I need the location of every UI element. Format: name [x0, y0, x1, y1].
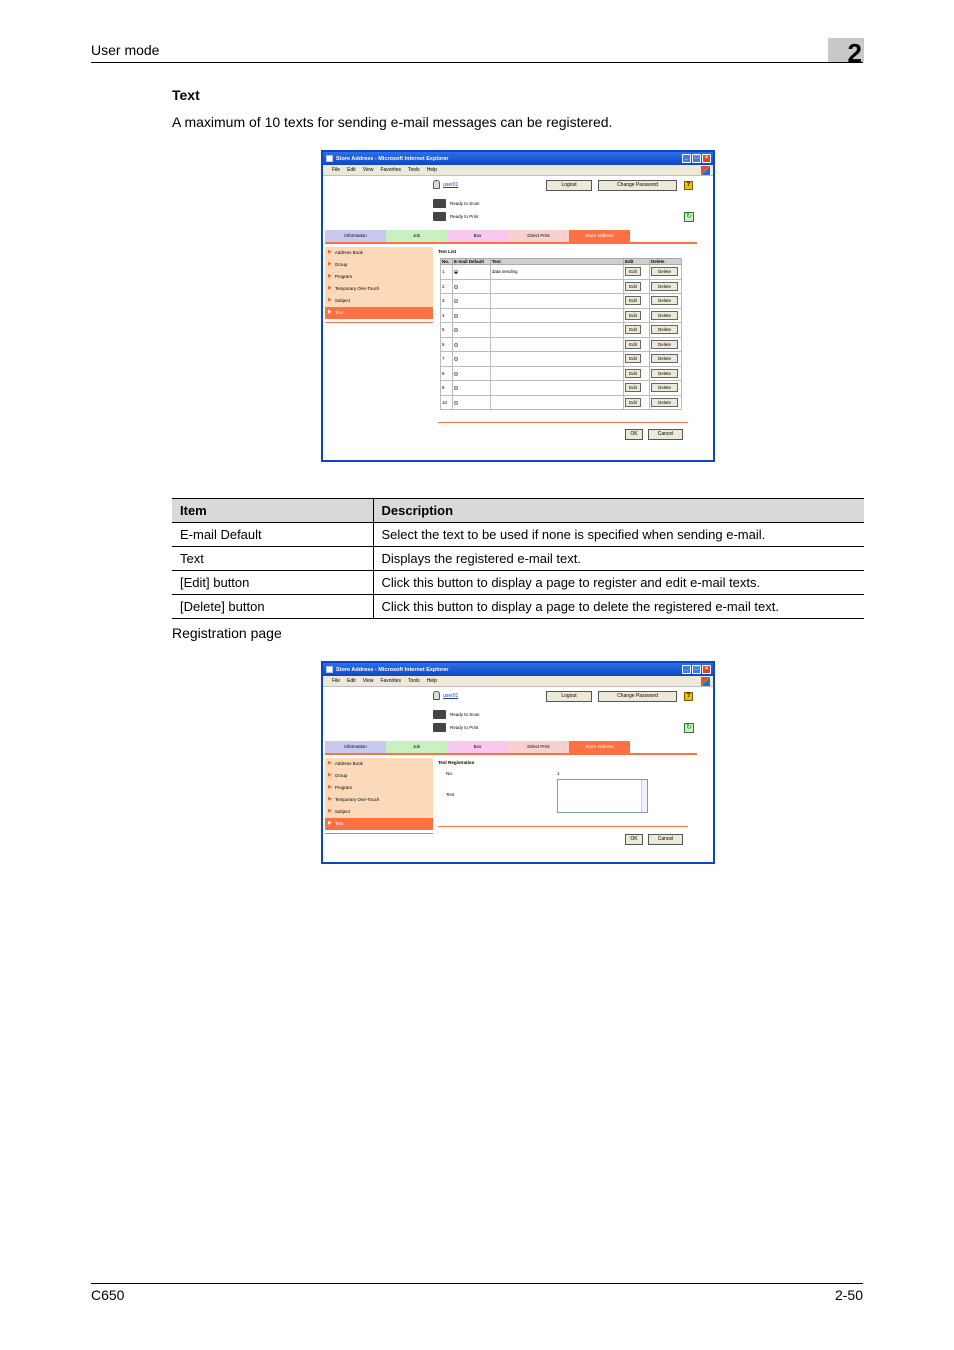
window-titlebar [323, 152, 713, 165]
tab-box[interactable]: Box [447, 230, 508, 242]
menu-item[interactable]: File [332, 167, 341, 173]
menu-item[interactable]: File [332, 678, 341, 684]
description-cell: Displays the registered e-mail text. [373, 547, 864, 571]
email-default-radio[interactable] [454, 343, 458, 347]
table-row [172, 595, 864, 619]
scan-status-text: Ready to Scan [450, 201, 480, 206]
edit-cell [624, 337, 650, 352]
text-list-title: Text List [438, 249, 457, 254]
edit-button[interactable]: Edit [625, 354, 641, 363]
edit-cell [624, 381, 650, 396]
menu-item[interactable]: Edit [347, 678, 356, 684]
sidebar-item-label: Subject [334, 298, 350, 303]
sidebar-item-text[interactable] [325, 818, 433, 830]
menu-item[interactable]: View [362, 167, 374, 173]
scanner-icon [433, 199, 446, 208]
refresh-icon[interactable]: ↻ [684, 212, 694, 222]
page-header-title: User mode [91, 42, 160, 58]
text-cell [490, 323, 623, 338]
email-default-radio[interactable] [454, 386, 458, 390]
sidebar-item-temporary-one-touch[interactable] [325, 283, 433, 295]
text-cell [490, 308, 623, 323]
delete-button[interactable]: Delete [651, 398, 678, 407]
tab-store-address[interactable]: Store Address [569, 741, 630, 753]
maximize-icon[interactable]: □ [692, 154, 701, 163]
arrow-icon: ▶ [328, 309, 332, 315]
column-header-item: Item [172, 499, 373, 523]
tab-bar [325, 230, 630, 242]
edit-button[interactable]: Edit [625, 325, 641, 334]
menu-bar [323, 676, 713, 687]
sidebar [325, 247, 433, 323]
menu-item[interactable]: View [362, 678, 374, 684]
sidebar-item-text[interactable] [325, 307, 433, 319]
scan-status [433, 199, 480, 208]
default-cell [452, 337, 490, 352]
tab-information[interactable]: Information [325, 741, 386, 753]
sidebar-item-label: Group [334, 262, 348, 267]
description-cell: Click this button to display a page to register and edit e-mail texts. [373, 571, 864, 595]
text-input[interactable] [557, 779, 648, 813]
item-cell: [Delete] button [172, 595, 373, 619]
sidebar-item-label: Program [334, 785, 353, 790]
arrow-icon: ▶ [328, 297, 332, 303]
column-header: Delete [649, 259, 681, 265]
footer-model: C650 [91, 1287, 125, 1303]
section-title: Text [172, 87, 200, 103]
edit-button[interactable]: Edit [625, 398, 641, 407]
delete-cell [649, 323, 681, 338]
default-cell [452, 279, 490, 294]
email-default-radio[interactable] [454, 328, 458, 332]
email-default-radio[interactable] [454, 314, 458, 318]
minimize-icon[interactable]: _ [682, 665, 691, 674]
column-header-description: Description [373, 499, 864, 523]
edit-cell [624, 395, 650, 410]
default-cell [452, 265, 490, 280]
row-number: 2 [441, 279, 453, 294]
window-titlebar [323, 663, 713, 676]
edit-button[interactable]: Edit [625, 340, 641, 349]
default-cell [452, 352, 490, 367]
edit-cell [624, 366, 650, 381]
row-number: 3 [441, 294, 453, 309]
print-status [433, 212, 479, 221]
tab-underline [325, 242, 697, 244]
delete-cell [649, 294, 681, 309]
menu-item[interactable]: Favorites [380, 167, 401, 173]
delete-cell [649, 381, 681, 396]
sidebar-item-label: Subject [334, 809, 350, 814]
no-value: 1 [557, 771, 560, 776]
no-label: No. [446, 771, 454, 776]
ok-button[interactable]: OK [625, 834, 643, 845]
edit-cell [624, 279, 650, 294]
logout-button[interactable]: Logout [546, 180, 592, 191]
item-cell: E-mail Default [172, 523, 373, 547]
item-cell: Text [172, 547, 373, 571]
column-header: E-mail Default [452, 259, 490, 265]
arrow-icon: ▶ [328, 820, 332, 826]
edit-cell [624, 294, 650, 309]
text-cell [490, 337, 623, 352]
row-number: 10 [441, 395, 453, 410]
sidebar-item-subject[interactable] [325, 806, 433, 818]
row-number: 5 [441, 323, 453, 338]
user-row [433, 180, 458, 189]
sidebar-item-subject[interactable] [325, 295, 433, 307]
section-intro: A maximum of 10 texts for sending e-mail messages can be registered. [172, 114, 613, 130]
table-row [441, 323, 682, 338]
text-cell [490, 279, 623, 294]
page-content [323, 687, 713, 862]
arrow-icon: ▶ [328, 285, 332, 291]
edit-button[interactable]: Edit [625, 267, 641, 276]
row-number: 4 [441, 308, 453, 323]
sidebar-item-address-book[interactable] [325, 758, 433, 770]
help-icon[interactable]: ? [684, 692, 693, 701]
ok-button[interactable]: OK [625, 429, 643, 440]
help-icon[interactable]: ? [684, 181, 693, 190]
edit-cell [624, 323, 650, 338]
sidebar [325, 758, 433, 834]
close-icon[interactable]: × [702, 154, 711, 163]
print-status [433, 723, 479, 732]
sidebar-item-label: Program [334, 274, 353, 279]
sidebar-item-label: Temporary One-Touch [334, 286, 380, 291]
printer-icon [433, 212, 446, 221]
edit-button[interactable]: Edit [625, 383, 641, 392]
text-registration-title: Text Registration [438, 760, 475, 765]
window-title: Store Address - Microsoft Internet Explorer [336, 155, 449, 162]
row-number: 9 [441, 381, 453, 396]
table-row [441, 366, 682, 381]
row-number: 6 [441, 337, 453, 352]
edit-cell [624, 352, 650, 367]
sidebar-divider [325, 322, 433, 323]
tab-job[interactable]: Job [386, 230, 447, 242]
sidebar-item-label: Text [334, 821, 344, 826]
email-default-radio[interactable] [454, 270, 458, 274]
edit-cell [624, 308, 650, 323]
text-label: Text [446, 792, 455, 797]
delete-cell [649, 366, 681, 381]
delete-cell [649, 395, 681, 410]
edit-button[interactable]: Edit [625, 282, 641, 291]
ie-page-icon [326, 666, 333, 673]
windows-logo-icon [701, 166, 710, 175]
tab-direct-print[interactable]: Direct Print [508, 230, 569, 242]
sidebar-item-program[interactable] [325, 782, 433, 794]
text-cell [490, 294, 623, 309]
menu-item[interactable]: Edit [347, 167, 356, 173]
user-icon [433, 691, 440, 700]
sidebar-divider [325, 833, 433, 834]
email-default-radio[interactable] [454, 357, 458, 361]
text-list-table [440, 258, 682, 410]
sidebar-item-label: Address Book [334, 761, 363, 766]
minimize-icon[interactable]: _ [682, 154, 691, 163]
tab-underline [325, 753, 697, 755]
table-row [441, 352, 682, 367]
user-row [433, 691, 458, 700]
default-cell [452, 395, 490, 410]
header-divider [91, 62, 863, 63]
arrow-icon: ▶ [328, 273, 332, 279]
column-header: Text [490, 259, 623, 265]
email-default-radio[interactable] [454, 285, 458, 289]
text-cell [490, 366, 623, 381]
delete-button[interactable]: Delete [651, 296, 678, 305]
page-content [323, 176, 713, 460]
description-cell: Click this button to display a page to delete the registered e-mail text. [373, 595, 864, 619]
tab-direct-print[interactable]: Direct Print [508, 741, 569, 753]
sidebar-item-label: Address Book [334, 250, 363, 255]
delete-button[interactable]: Delete [651, 311, 678, 320]
sidebar-item-label: Group [334, 773, 348, 778]
default-cell [452, 323, 490, 338]
delete-button[interactable]: Delete [651, 325, 678, 334]
tab-information[interactable]: Information [325, 230, 386, 242]
text-cell [490, 352, 623, 367]
windows-logo-icon [701, 677, 710, 686]
table-row [441, 395, 682, 410]
description-cell: Select the text to be used if none is specified when sending e-mail. [373, 523, 864, 547]
window-title: Store Address - Microsoft Internet Explorer [336, 666, 449, 673]
table-row [441, 308, 682, 323]
delete-cell [649, 279, 681, 294]
delete-button[interactable]: Delete [651, 383, 678, 392]
delete-cell [649, 265, 681, 280]
default-cell [452, 308, 490, 323]
description-table [172, 498, 864, 619]
table-row [172, 523, 864, 547]
printer-icon [433, 723, 446, 732]
table-row [172, 547, 864, 571]
edit-button[interactable]: Edit [625, 369, 641, 378]
scanner-icon [433, 710, 446, 719]
arrow-icon: ▶ [328, 249, 332, 255]
text-cell: data sending [490, 265, 623, 280]
change-password-button[interactable]: Change Password [598, 691, 677, 702]
table-row [441, 265, 682, 280]
sidebar-item-label: Temporary One-Touch [334, 797, 380, 802]
cancel-button[interactable]: Cancel [648, 834, 683, 845]
menu-item[interactable]: Favorites [380, 678, 401, 684]
text-cell [490, 381, 623, 396]
sidebar-item-group[interactable] [325, 259, 433, 271]
delete-button[interactable]: Delete [651, 282, 678, 291]
table-row [441, 279, 682, 294]
arrow-icon: ▶ [328, 760, 332, 766]
email-default-radio[interactable] [454, 401, 458, 405]
change-password-button[interactable]: Change Password [598, 180, 677, 191]
browser-window-text-list [321, 150, 715, 462]
close-icon[interactable]: × [702, 665, 711, 674]
tab-bar [325, 741, 630, 753]
user-link[interactable]: user01 [443, 181, 459, 188]
default-cell [452, 366, 490, 381]
item-cell: [Edit] button [172, 571, 373, 595]
email-default-radio[interactable] [454, 299, 458, 303]
menu-item[interactable]: Help [426, 678, 437, 684]
arrow-icon: ▶ [328, 784, 332, 790]
user-link[interactable]: user01 [443, 692, 459, 699]
footer-page-number: 2-50 [834, 1287, 863, 1303]
edit-button[interactable]: Edit [625, 296, 641, 305]
default-cell [452, 381, 490, 396]
menu-item[interactable]: Help [426, 167, 437, 173]
content-divider [438, 826, 688, 827]
user-icon [433, 180, 440, 189]
delete-cell [649, 337, 681, 352]
menu-bar [323, 165, 713, 176]
print-status-text: Ready to Print [450, 214, 479, 219]
registration-page-label: Registration page [172, 625, 282, 641]
tab-job[interactable]: Job [386, 741, 447, 753]
table-row [441, 337, 682, 352]
email-default-radio[interactable] [454, 372, 458, 376]
text-cell [490, 395, 623, 410]
delete-button[interactable]: Delete [651, 369, 678, 378]
table-row [441, 294, 682, 309]
content-divider [438, 422, 688, 423]
delete-button[interactable]: Delete [651, 354, 678, 363]
menu-item[interactable]: Tools [408, 167, 420, 173]
delete-button[interactable]: Delete [651, 340, 678, 349]
arrow-icon: ▶ [328, 796, 332, 802]
tab-store-address[interactable]: Store Address [569, 230, 630, 242]
scan-status-text: Ready to Scan [450, 712, 480, 717]
tab-box[interactable]: Box [447, 741, 508, 753]
arrow-icon: ▶ [328, 772, 332, 778]
refresh-icon[interactable]: ↻ [684, 723, 694, 733]
ie-page-icon [326, 155, 333, 162]
cancel-button[interactable]: Cancel [648, 429, 683, 440]
column-header: No. [441, 259, 453, 265]
print-status-text: Ready to Print [450, 725, 479, 730]
sidebar-item-label: Text [334, 310, 344, 315]
chapter-number: 2 [828, 38, 864, 62]
delete-cell [649, 352, 681, 367]
browser-window-text-registration [321, 661, 715, 864]
scrollbar[interactable] [641, 780, 647, 812]
delete-button[interactable]: Delete [651, 267, 678, 276]
column-header: Edit [624, 259, 650, 265]
maximize-icon[interactable]: □ [692, 665, 701, 674]
arrow-icon: ▶ [328, 261, 332, 267]
row-number: 1 [441, 265, 453, 280]
menu-item[interactable]: Tools [408, 678, 420, 684]
logout-button[interactable]: Logout [546, 691, 592, 702]
edit-cell [624, 265, 650, 280]
sidebar-item-address-book[interactable] [325, 247, 433, 259]
sidebar-item-program[interactable] [325, 271, 433, 283]
sidebar-item-group[interactable] [325, 770, 433, 782]
edit-button[interactable]: Edit [625, 311, 641, 320]
table-row [172, 571, 864, 595]
arrow-icon: ▶ [328, 808, 332, 814]
row-number: 8 [441, 366, 453, 381]
row-number: 7 [441, 352, 453, 367]
table-row [441, 381, 682, 396]
footer-divider [91, 1283, 863, 1284]
default-cell [452, 294, 490, 309]
scan-status [433, 710, 480, 719]
delete-cell [649, 308, 681, 323]
sidebar-item-temporary-one-touch[interactable] [325, 794, 433, 806]
